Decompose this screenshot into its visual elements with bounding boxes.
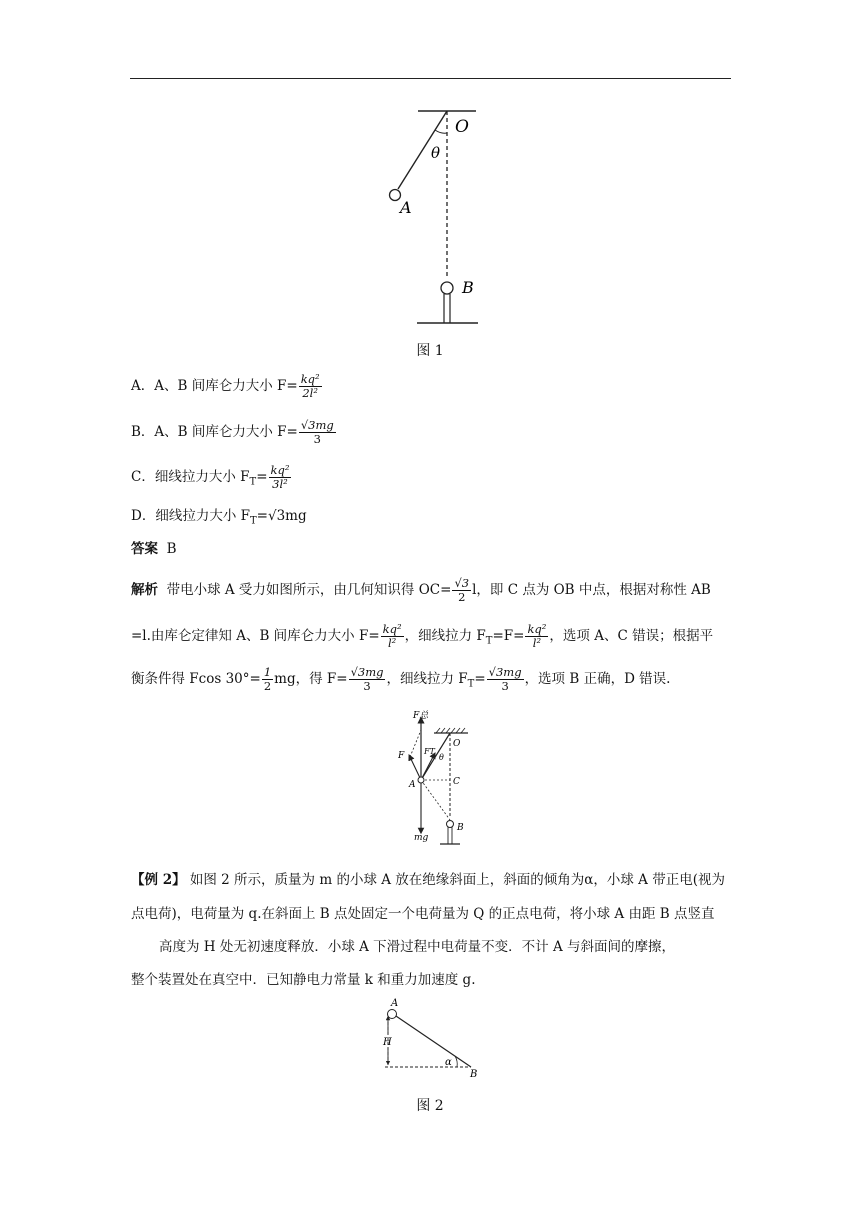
option-c-den: 3l²	[272, 477, 288, 491]
analysis-line-3	[131, 666, 670, 695]
analysis-text-3b: mg，得 F=	[274, 671, 348, 687]
analysis-text-3e: ，选项 B 正确，D 错误.	[524, 671, 671, 687]
option-c	[131, 464, 292, 493]
option-d-eq: =√3mg	[256, 508, 307, 524]
analysis-frac-1-num: √3	[454, 576, 470, 590]
answer-value: B	[166, 541, 177, 557]
analysis-sub-3: T	[467, 678, 475, 690]
analysis-frac-3a-den: 2	[263, 679, 272, 693]
option-a-fraction	[299, 373, 322, 400]
option-c-fraction	[269, 464, 292, 491]
figure-2-diagram	[375, 996, 485, 1078]
option-b-num: √3mg	[300, 418, 334, 432]
analysis-text-3a: 衡条件得 Fcos 30°=	[131, 671, 261, 687]
option-b-fraction	[299, 419, 336, 446]
option-d-text: 细线拉力大小 F	[155, 508, 250, 524]
option-d-prefix: D．	[131, 508, 156, 524]
option-a	[131, 373, 323, 400]
option-b-den: 3	[313, 432, 321, 446]
fig1-label-O: O	[455, 117, 469, 137]
analysis-frac-1	[452, 577, 471, 604]
force-diagram	[398, 708, 488, 850]
force-label-O: O	[453, 739, 461, 749]
option-c-num: kq²	[270, 463, 290, 477]
answer-label: 答案	[131, 541, 158, 557]
example2-line-4: 整个装置处在真空中．已知静电力常量 k 和重力加速度 g.	[131, 972, 476, 988]
analysis-frac-2b	[525, 623, 548, 650]
fig1-label-theta: θ	[431, 144, 441, 162]
example2-line-2: 点电荷)，电荷量为 q.在斜面上 B 点处固定一个电荷量为 Q 的正点电荷，将小球 A 由距 B 点竖直	[131, 906, 715, 922]
option-c-sub: T	[249, 476, 257, 488]
fig2-label-alpha: α	[445, 1057, 452, 1068]
option-b-text: A、B 间库仑力大小 F=	[154, 424, 298, 440]
analysis-frac-3b-den: 3	[363, 679, 371, 693]
force-label-FT: FT	[424, 747, 435, 756]
analysis-text-2a: =l.由库仑定律知 A、B 间库仑力大小 F=	[131, 628, 380, 644]
analysis-text-1a: 带电小球 A 受力如图所示，由几何知识得 OC=	[166, 582, 452, 598]
option-d-sub: T	[250, 515, 257, 527]
option-a-text: A、B 间库仑力大小 F=	[154, 378, 298, 394]
analysis-frac-2b-num: kq²	[527, 622, 547, 636]
analysis-line-1	[131, 577, 711, 604]
example2-line-3: 高度为 H 处无初速度释放．小球 A 下滑过程中电荷量不变．不计 A 与斜面间的摩擦，	[159, 939, 676, 955]
analysis-frac-2a-den: l²	[387, 636, 397, 650]
option-b-prefix: B．	[131, 424, 155, 440]
header-rule	[130, 78, 731, 79]
analysis-text-3d: =	[474, 671, 486, 687]
fig2-label-B: B	[470, 1069, 478, 1078]
force-label-A: A	[409, 780, 416, 790]
option-c-text: 细线拉力大小 F	[154, 469, 250, 485]
analysis-label: 解析	[131, 582, 158, 598]
analysis-text-2c: =F=	[492, 628, 525, 644]
analysis-frac-2b-den: l²	[532, 636, 542, 650]
analysis-frac-2a-num: kq²	[382, 622, 402, 636]
analysis-frac-3c	[487, 666, 524, 693]
option-c-prefix: C．	[131, 469, 155, 485]
example2-label: 【例 2】	[131, 872, 186, 888]
fig2-label-H: H	[383, 1037, 392, 1048]
analysis-frac-1-den: 2	[458, 590, 466, 604]
example2-text-1: 如图 2 所示，质量为 m 的小球 A 放在绝缘斜面上，斜面的倾角为α，小球 A 带正电(视为	[189, 872, 725, 888]
analysis-text-2d: ，选项 A、C 错误；根据平	[549, 628, 714, 644]
analysis-frac-3b-num: √3mg	[350, 665, 384, 679]
analysis-text-3c: ，细线拉力 F	[386, 671, 468, 687]
fig1-label-B: B	[462, 278, 474, 297]
figure-1-diagram	[380, 100, 500, 335]
option-c-eq: =	[256, 469, 268, 485]
force-label-mg: mg	[414, 833, 429, 843]
analysis-line-2	[131, 623, 713, 652]
analysis-frac-3a-num: 1	[263, 665, 272, 679]
option-b	[131, 419, 337, 446]
fig2-label-A: A	[391, 998, 399, 1009]
answer-line	[131, 539, 177, 559]
force-label-F: F	[398, 751, 405, 761]
analysis-frac-3a	[262, 666, 273, 693]
option-d	[131, 506, 307, 532]
analysis-frac-3b	[349, 666, 386, 693]
option-a-den: 2l²	[302, 386, 318, 400]
option-a-num: kq²	[300, 372, 320, 386]
analysis-text-2b: ，细线拉力 F	[404, 628, 486, 644]
analysis-sub-2: T	[485, 635, 493, 647]
force-label-theta: θ	[439, 753, 444, 762]
analysis-frac-3c-den: 3	[501, 679, 509, 693]
force-label-B: B	[457, 823, 464, 833]
figure-2-caption: 图 2	[416, 1098, 444, 1114]
figure-1-caption: 图 1	[416, 343, 444, 359]
analysis-text-1b: l，即 C 点为 OB 中点，根据对称性 AB	[472, 582, 711, 598]
fig1-label-A: A	[400, 198, 412, 217]
force-label-F-total: F总	[413, 711, 429, 721]
option-a-prefix: A．	[131, 378, 155, 394]
force-label-C: C	[453, 777, 460, 787]
example2-line-1	[131, 868, 725, 888]
analysis-frac-3c-num: √3mg	[488, 665, 522, 679]
analysis-frac-2a	[381, 623, 404, 650]
